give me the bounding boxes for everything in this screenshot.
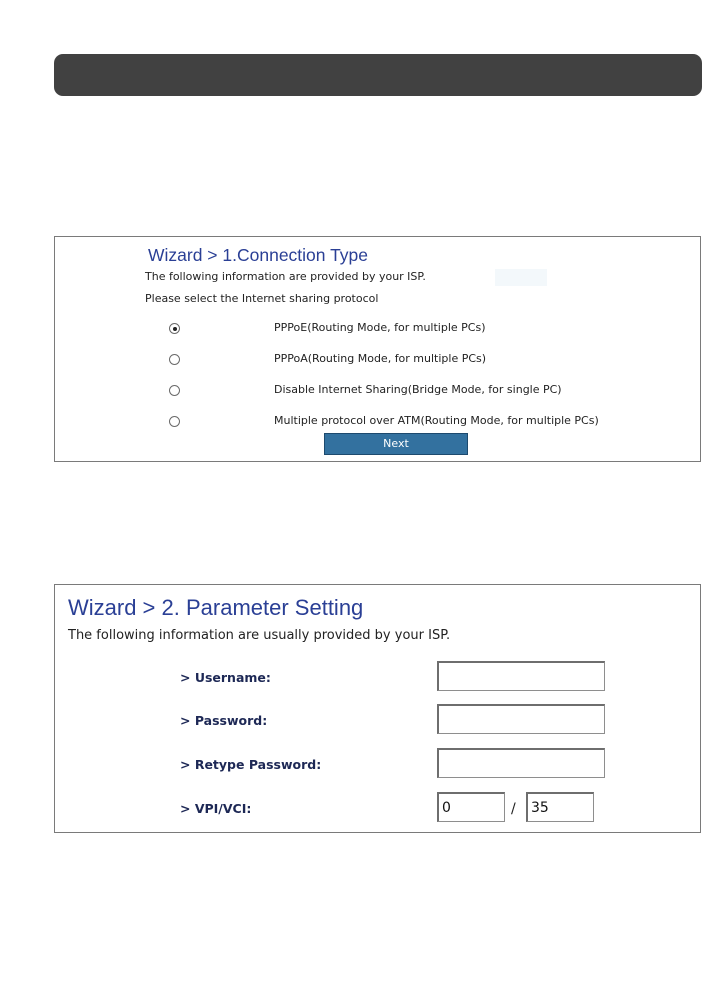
password-input[interactable] [437, 704, 605, 734]
bridge-label[interactable]: Disable Internet Sharing(Bridge Mode, for single PC) [274, 383, 562, 396]
isp-highlight [495, 269, 547, 286]
vci-input[interactable] [526, 792, 594, 822]
retype-password-label: > Retype Password: [180, 757, 322, 772]
mpoa-label[interactable]: Multiple protocol over ATM(Routing Mode, for multiple PCs) [274, 414, 599, 427]
header-bar [54, 54, 702, 96]
password-label: > Password: [180, 713, 268, 728]
pppoe-label[interactable]: PPPoE(Routing Mode, for multiple PCs) [274, 321, 486, 334]
pppoe-radio[interactable] [169, 323, 180, 334]
parameter-setting-title: Wizard > 2. Parameter Setting [68, 595, 364, 620]
option-pppoe[interactable] [55, 320, 700, 340]
retype-password-input[interactable] [437, 748, 605, 778]
vpi-vci-separator: / [511, 801, 516, 817]
pppoa-radio[interactable] [169, 354, 180, 365]
next-button[interactable]: Next [324, 433, 468, 455]
username-label: > Username: [180, 670, 271, 685]
option-mpoa[interactable] [55, 413, 700, 433]
username-input[interactable] [437, 661, 605, 691]
parameter-setting-panel [54, 584, 701, 833]
option-pppoa[interactable] [55, 351, 700, 371]
isp-info-text: The following information are usually provided by your ISP. [68, 628, 451, 643]
connection-type-title: Wizard > 1.Connection Type [148, 245, 369, 265]
pppoa-label[interactable]: PPPoA(Routing Mode, for multiple PCs) [274, 352, 487, 365]
option-bridge[interactable] [55, 382, 700, 402]
vpi-vci-label: > VPI/VCI: [180, 801, 252, 816]
vpi-input[interactable] [437, 792, 505, 822]
select-protocol-text: Please select the Internet sharing protocol [145, 292, 379, 305]
isp-info-text: The following information are provided by your ISP. [145, 270, 426, 283]
connection-type-panel [54, 236, 701, 462]
mpoa-radio[interactable] [169, 416, 180, 427]
bridge-radio[interactable] [169, 385, 180, 396]
